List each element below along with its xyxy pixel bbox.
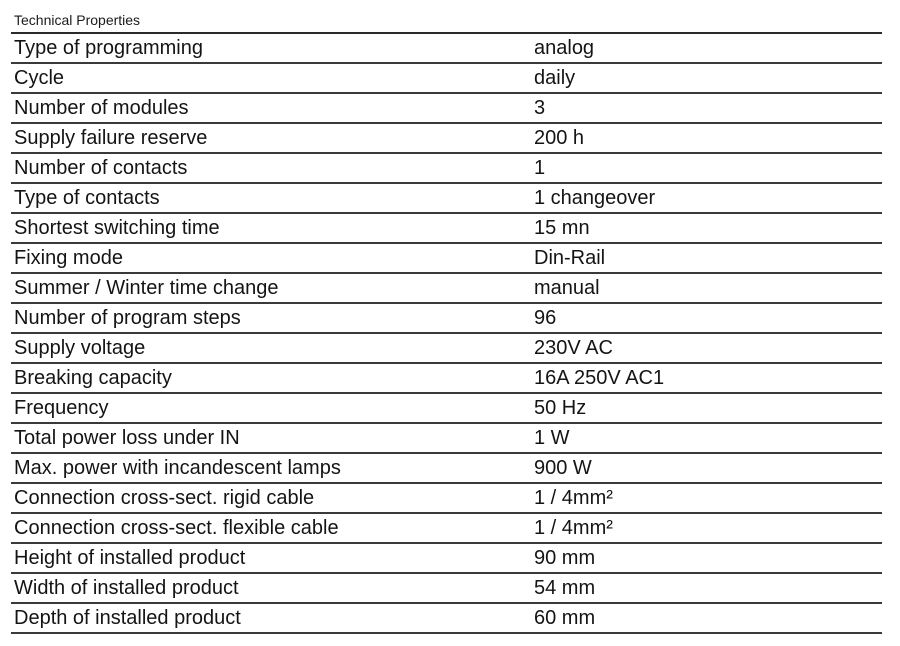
property-value: 90 mm — [534, 543, 882, 573]
property-label: Connection cross-sect. rigid cable — [11, 483, 534, 513]
property-label: Fixing mode — [11, 243, 534, 273]
property-label: Connection cross-sect. flexible cable — [11, 513, 534, 543]
property-value: 1 — [534, 153, 882, 183]
properties-table-body — [11, 33, 882, 633]
property-value: 3 — [534, 93, 882, 123]
property-value: 96 — [534, 303, 882, 333]
property-value: 900 W — [534, 453, 882, 483]
property-value: 16A 250V AC1 — [534, 363, 882, 393]
table-row — [11, 333, 882, 363]
property-value: 1 / 4mm² — [534, 513, 882, 543]
property-label: Cycle — [11, 63, 534, 93]
property-label: Height of installed product — [11, 543, 534, 573]
property-value: daily — [534, 63, 882, 93]
property-value: analog — [534, 33, 882, 63]
property-value: Din-Rail — [534, 243, 882, 273]
table-row — [11, 63, 882, 93]
property-label: Type of contacts — [11, 183, 534, 213]
table-row — [11, 183, 882, 213]
property-value: 60 mm — [534, 603, 882, 633]
property-label: Breaking capacity — [11, 363, 534, 393]
property-label: Width of installed product — [11, 573, 534, 603]
property-label: Supply failure reserve — [11, 123, 534, 153]
properties-table — [11, 32, 882, 634]
table-row — [11, 513, 882, 543]
property-label: Shortest switching time — [11, 213, 534, 243]
technical-properties-section — [11, 10, 882, 634]
property-value: 54 mm — [534, 573, 882, 603]
property-value: 200 h — [534, 123, 882, 153]
property-value: 230V AC — [534, 333, 882, 363]
property-label: Number of modules — [11, 93, 534, 123]
property-label: Max. power with incandescent lamps — [11, 453, 534, 483]
property-label: Depth of installed product — [11, 603, 534, 633]
table-row — [11, 213, 882, 243]
property-label: Summer / Winter time change — [11, 273, 534, 303]
property-value: 1 / 4mm² — [534, 483, 882, 513]
property-label: Supply voltage — [11, 333, 534, 363]
property-label: Frequency — [11, 393, 534, 423]
table-row — [11, 123, 882, 153]
property-value: 1 W — [534, 423, 882, 453]
table-row — [11, 273, 882, 303]
property-label: Type of programming — [11, 33, 534, 63]
section-title: Technical Properties — [14, 12, 141, 28]
property-label: Number of contacts — [11, 153, 534, 183]
property-label: Number of program steps — [11, 303, 534, 333]
property-value: manual — [534, 273, 882, 303]
table-row — [11, 303, 882, 333]
table-row — [11, 573, 882, 603]
table-row — [11, 393, 882, 423]
table-row — [11, 153, 882, 183]
property-value: 50 Hz — [534, 393, 882, 423]
table-row — [11, 423, 882, 453]
table-row — [11, 483, 882, 513]
table-row — [11, 363, 882, 393]
table-row — [11, 543, 882, 573]
table-row — [11, 33, 882, 63]
table-row — [11, 93, 882, 123]
property-value: 15 mn — [534, 213, 882, 243]
table-row — [11, 453, 882, 483]
property-value: 1 changeover — [534, 183, 882, 213]
property-label: Total power loss under IN — [11, 423, 534, 453]
table-row — [11, 243, 882, 273]
table-row — [11, 603, 882, 633]
